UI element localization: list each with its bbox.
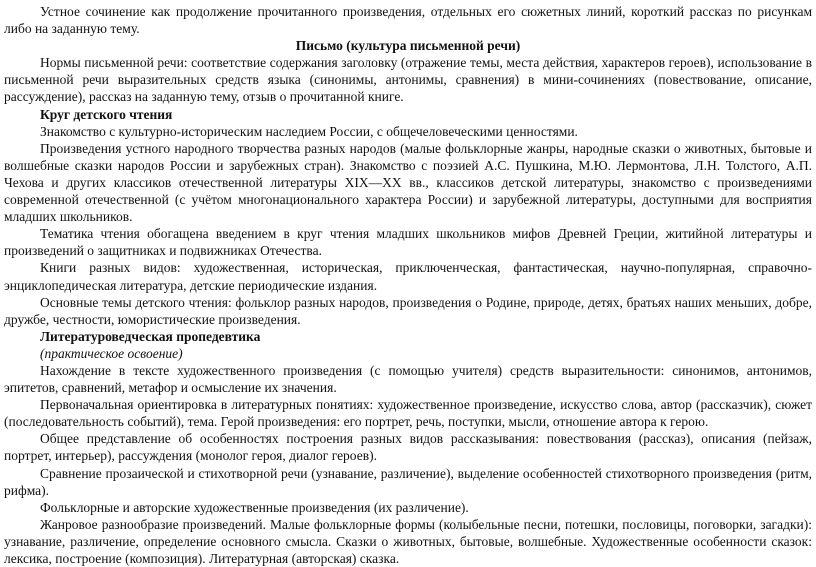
heading-propaedeutics: Литературоведческая пропедевтика — [40, 328, 261, 344]
heading-reading-circle: Круг детского чтения — [40, 106, 173, 122]
subheading-practical: (практическое освоение) — [40, 345, 183, 361]
paragraph-heritage: Знакомство с культурно-историческим наследием России, с общечеловеческими ценностями. — [40, 123, 578, 139]
paragraph-norms: Нормы письменной речи: соответствие содержания заголовку (отражение темы, места действия, характеров героев), использование в письменной речи выразительных средств языка (синонимы, антонимы, сравнения) в мини-сочинениях (повествование, описание, рассуждение), рассказ на заданную тему, отзыв о прочитанной книге. — [4, 55, 812, 105]
paragraph-general: Общее представление об особенностях построения разных видов рассказывания: повествования (рассказ), описания (пейзаж, портрет, интерьер), рассуждения (монолог героя, диалог героев). — [4, 431, 812, 464]
heading-writing: Письмо (культура письменной речи) — [295, 38, 521, 54]
paragraph-topics: Тематика чтения обогащена введением в круг чтения младших школьников мифов Древней Греции, житийной литературы и произведений о защитниках и подвижниках Отечества. — [4, 226, 812, 259]
paragraph-genres: Жанровое разнообразие произведений. Малые фольклорные формы (колыбельные песни, потешки, пословицы, поговорки, загадки): узнавание, различение, определение основного смысла. Сказки о животных, бытовые, волшебные. Художественные особенности сказок: лексика, построение (композиция). Литературная (авторская) сказка. — [4, 516, 812, 566]
paragraph-folklore: Фольклорные и авторские художественные произведения (их различение). — [40, 499, 469, 515]
paragraph-themes: Основные темы детского чтения: фольклор разных народов, произведения о Родине, природе, детях, братьях наших меньших, добре, дружбе, честности, юмористические произведения. — [4, 294, 812, 327]
paragraph-comparison: Сравнение прозаической и стихотворной речи (узнавание, различение), выделение особенностей стихотворного произведения (ритм, рифма). — [4, 465, 812, 498]
paragraph-intro: Устное сочинение как продолжение прочитанного произведения, отдельных его сюжетных линий, короткий рассказ по рисункам либо на заданную тему. — [4, 4, 812, 37]
paragraph-orientation: Первоначальная ориентировка в литературных понятиях: художественное произведение, искусство слова, автор (рассказчик), сюжет (последовательность событий), тема. Герой произведения: его портрет, речь, поступки, мысли, отношение автора к герою. — [4, 397, 812, 430]
paragraph-works: Произведения устного народного творчества разных народов (малые фольклорные жанры, народные сказки о животных, бытовые и волшебные сказки народов России и зарубежных стран). Знакомство с поэзией А.С. Пушкина, М.Ю. Лермонтова, Л.Н. Толстого, А.П. Чехова и других классиков отечественной литературы XIX—XX вв., классиков детской литературы, знакомство с произведениями современной отечественной (с учётом многонационального характера России) и зарубежной литературы, доступными для восприятия младших школьников. — [4, 140, 812, 225]
paragraph-books: Книги разных видов: художественная, историческая, приключенческая, фантастическая, научно-популярная, справочно-энциклопедическая литература, детские периодические издания. — [4, 260, 812, 293]
paragraph-finding: Нахождение в тексте художественного произведения (с помощью учителя) средств выразительности: синонимов, антонимов, эпитетов, сравнений, метафор и осмысление их значения. — [4, 362, 812, 396]
